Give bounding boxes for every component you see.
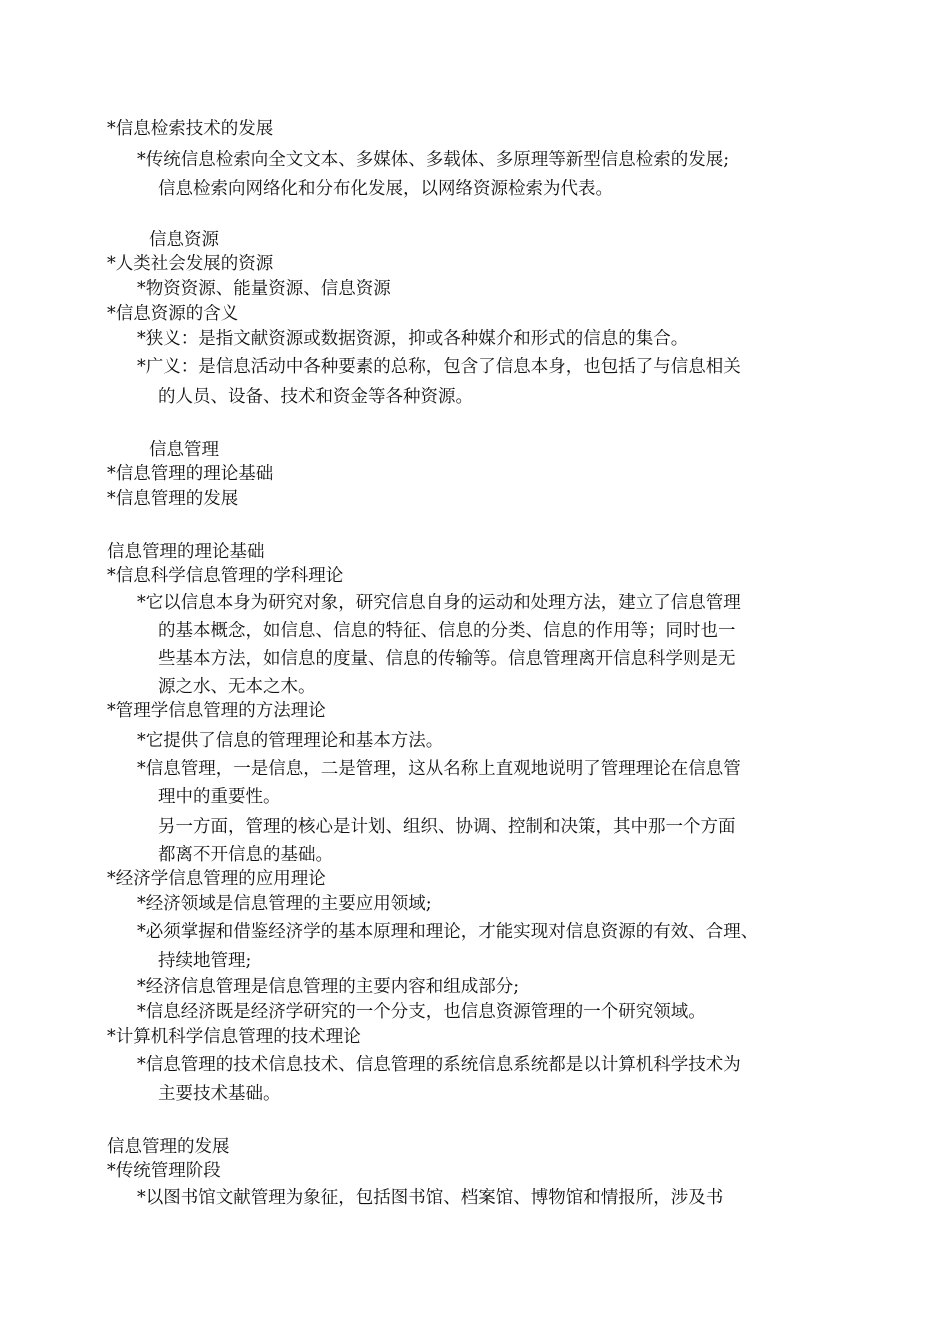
section-title-theory-basis: 信息管理的理论基础 xyxy=(107,542,265,562)
text-management-4: 另一方面，管理的核心是计划、组织、协调、控制和决策，其中那一个方面 xyxy=(158,817,736,837)
heading-computer-science: *计算机科学信息管理的技术理论 xyxy=(107,1027,361,1047)
text-network-retrieval: 信息检索向网络化和分布化发展，以网络资源检索为代表。 xyxy=(158,179,613,199)
text-info-science-2: 的基本概念，如信息、信息的特征、信息的分类、信息的作用等；同时也一 xyxy=(158,621,736,641)
bullet-computer-1: *信息管理的技术信息技术、信息管理的系统信息系统都是以计算机科学技术为 xyxy=(137,1055,741,1075)
bullet-info-science-1: *它以信息本身为研究对象，研究信息自身的运动和处理方法，建立了信息管理 xyxy=(137,593,741,613)
heading-traditional-stage: *传统管理阶段 xyxy=(107,1161,221,1181)
heading-theory-basis: *信息管理的理论基础 xyxy=(107,464,274,484)
text-broad-meaning-cont: 的人员、设备、技术和资金等各种资源。 xyxy=(158,387,473,407)
heading-management-development: *信息管理的发展 xyxy=(107,489,239,509)
bullet-narrow-meaning: *狭义：是指文献资源或数据资源，抑或各种媒介和形式的信息的集合。 xyxy=(137,329,689,349)
text-info-science-4: 源之水、无本之木。 xyxy=(158,677,316,697)
heading-social-resources: *人类社会发展的资源 xyxy=(107,254,274,274)
bullet-traditional-retrieval: *传统信息检索向全文文本、多媒体、多载体、多原理等新型信息检索的发展; xyxy=(137,150,730,170)
heading-management-science: *管理学信息管理的方法理论 xyxy=(107,701,326,721)
text-economics-3: 持续地管理; xyxy=(158,951,252,971)
bullet-economics-2: *必须掌握和借鉴经济学的基本原理和理论，才能实现对信息资源的有效、合理、 xyxy=(137,922,759,942)
section-title-information-management: 信息管理 xyxy=(149,440,219,460)
bullet-traditional-stage: *以图书馆文献管理为象征，包括图书馆、档案馆、博物馆和情报所，涉及书 xyxy=(137,1188,724,1208)
bullet-management-1: *它提供了信息的管理理论和基本方法。 xyxy=(137,731,444,751)
heading-retrieval-development: *信息检索技术的发展 xyxy=(107,119,274,139)
section-title-information-resources: 信息资源 xyxy=(149,230,219,250)
text-computer-2: 主要技术基础。 xyxy=(158,1084,281,1104)
bullet-economics-5: *信息经济既是经济学研究的一个分支，也信息资源管理的一个研究领域。 xyxy=(137,1002,706,1022)
text-management-5: 都离不开信息的基础。 xyxy=(158,845,333,865)
heading-economics: *经济学信息管理的应用理论 xyxy=(107,869,326,889)
bullet-broad-meaning: *广义：是信息活动中各种要素的总称，包含了信息本身，也包括了与信息相关 xyxy=(137,357,741,377)
heading-resource-meaning: *信息资源的含义 xyxy=(107,304,239,324)
bullet-management-2: *信息管理，一是信息，二是管理，这从名称上直观地说明了管理理论在信息管 xyxy=(137,759,741,779)
bullet-economics-1: *经济领域是信息管理的主要应用领域; xyxy=(137,894,432,914)
heading-information-science: *信息科学信息管理的学科理论 xyxy=(107,566,344,586)
text-management-3: 理中的重要性。 xyxy=(158,787,281,807)
bullet-economics-4: *经济信息管理是信息管理的主要内容和组成部分; xyxy=(137,977,520,997)
text-info-science-3: 些基本方法，如信息的度量、信息的传输等。信息管理离开信息科学则是无 xyxy=(158,649,736,669)
bullet-resource-types: *物资资源、能量资源、信息资源 xyxy=(137,279,391,299)
section-title-management-development: 信息管理的发展 xyxy=(107,1137,230,1157)
